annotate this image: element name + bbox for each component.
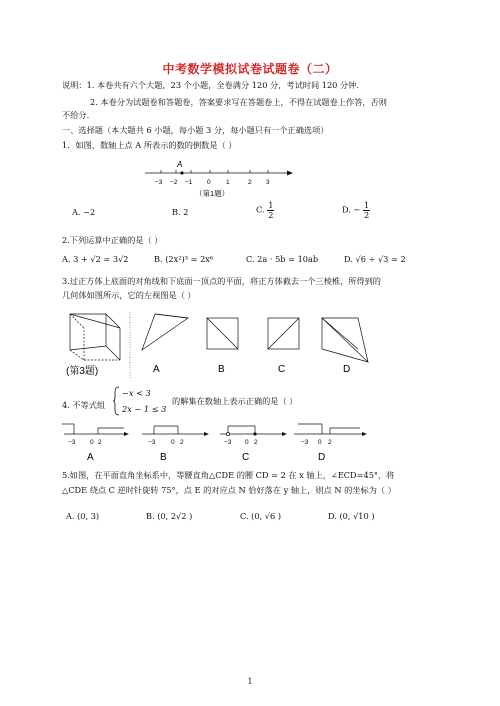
q4-number-lines xyxy=(60,420,380,468)
q3-caption: (第3题) xyxy=(66,366,99,377)
q1-tick-label: 3 xyxy=(266,179,270,186)
q2-option-c: C. 2a · 5b = 10ab xyxy=(246,254,319,264)
q1-stem: 1．如图，数轴上点 A 所表示的数的倒数是（ ） xyxy=(62,140,237,150)
q4-brace xyxy=(113,386,121,416)
q1-tick-label: −2 xyxy=(170,179,178,186)
q3-view-a xyxy=(142,314,188,350)
q5-option-b: B. (0, 2√2 ) xyxy=(146,511,193,521)
q2-option-a: A. 3 + √2 = 3√2 xyxy=(62,254,129,264)
q4-label-b: B xyxy=(160,452,167,463)
q1-arrow xyxy=(287,171,293,176)
q4-label-a: A xyxy=(87,452,94,463)
intro-line-1: 说明：1. 本卷共有六个大题，23 个小题，全卷满分 120 分，考试时间 120 分钟. xyxy=(62,80,359,90)
intro-line-2: 2. 本卷分为试题卷和答题卷，答案要求写在答题卷上，不得在试题卷上作答，否则 xyxy=(90,97,387,107)
q4-inequality-1: −x < 3 xyxy=(122,388,151,398)
q1-tick-label: 2 xyxy=(248,179,252,186)
section-heading: 一、选择题（本大题共 6 小题，每小题 3 分，每小题只有一个正确选项） xyxy=(62,125,329,135)
q1-tick-label: −1 xyxy=(185,179,193,186)
svg-text:2: 2 xyxy=(328,439,332,446)
q5-option-a: A. (0, 3) xyxy=(66,511,100,521)
svg-text:0: 0 xyxy=(318,439,322,446)
svg-text:−3: −3 xyxy=(301,439,309,446)
q4-option-b-line xyxy=(142,426,209,463)
q4-inequality-2: 2x − 1 ≤ 3 xyxy=(122,404,167,414)
q1-option-b: B. 2 xyxy=(172,207,189,217)
q1-tick-label: 0 xyxy=(207,179,211,186)
q1-tick-label: 1 xyxy=(226,179,230,186)
q5-option-c: C. (0, √6 ) xyxy=(240,511,282,521)
svg-text:2: 2 xyxy=(254,439,258,446)
q1-tick-label: −3 xyxy=(155,179,163,186)
q5-stem-line-1: 5.如图，在平面直角坐标系中，等腰直角△CDE 的腰 CD = 2 在 x 轴上，∠ECD=45°，将 xyxy=(62,470,395,480)
q2-stem: 2.下列运算中正确的是（ ） xyxy=(62,235,163,245)
q3-label-a: A xyxy=(153,364,160,375)
q3-stem-line-2: 几何体如图所示，它的左视图是（ ） xyxy=(62,290,196,300)
q4-stem-suffix: 的解集在数轴上表示正确的是（ ） xyxy=(172,396,298,406)
svg-text:0: 0 xyxy=(90,439,94,446)
q4-option-c-line xyxy=(220,426,287,463)
intro-line-3: 不给分. xyxy=(62,110,90,120)
svg-text:−3: −3 xyxy=(148,439,156,446)
q3-stem-line-1: 3.过正方体上底面的对角线和下底面一顶点的平面，将正方体截去一个三棱椎，所得到的 xyxy=(62,276,381,286)
q1-caption: （第1题） xyxy=(195,189,230,198)
q3-label-c: C xyxy=(278,364,286,375)
q1-point-a xyxy=(180,171,183,174)
q4-option-d-line xyxy=(294,424,367,463)
svg-text:2: 2 xyxy=(180,439,184,446)
q1-number-line-figure xyxy=(140,157,300,199)
q3-label-d: D xyxy=(343,364,351,375)
q3-solid xyxy=(70,314,120,360)
q3-figure xyxy=(60,308,370,380)
q4-option-a-line xyxy=(62,424,129,463)
page-number: 1 xyxy=(247,677,253,686)
q1-option-a: A. −2 xyxy=(72,207,96,217)
svg-text:−3: −3 xyxy=(224,439,232,446)
q4-label-c: C xyxy=(242,452,250,463)
q5-option-d: D. (0, √10 ) xyxy=(328,511,375,521)
svg-text:−3: −3 xyxy=(68,439,76,446)
q3-label-b: B xyxy=(218,364,225,375)
q4-stem-prefix: 4. 不等式组 xyxy=(62,400,106,410)
q1-option-c: C. $\frac{1}{2}$ xyxy=(256,200,274,220)
q5-stem-line-2: △CDE 绕点 C 逆时针旋转 75°，点 E 的对应点 N 恰好落在 y 轴上，则点 N 的坐标为（ ） xyxy=(62,485,396,495)
svg-text:0: 0 xyxy=(245,439,249,446)
svg-text:2: 2 xyxy=(98,439,102,446)
svg-text:0: 0 xyxy=(171,439,175,446)
page-title: 中考数学模拟试卷试题卷（二） xyxy=(162,62,338,76)
q1-option-d: D. − $\frac{1}{2}$ xyxy=(342,200,370,220)
q1-point-label: A xyxy=(177,160,183,169)
q4-label-d: D xyxy=(318,452,326,463)
q2-option-b: B. (2x²)³ = 2x⁶ xyxy=(154,254,214,264)
q2-option-d: D. √6 ÷ √3 = 2 xyxy=(344,254,406,264)
